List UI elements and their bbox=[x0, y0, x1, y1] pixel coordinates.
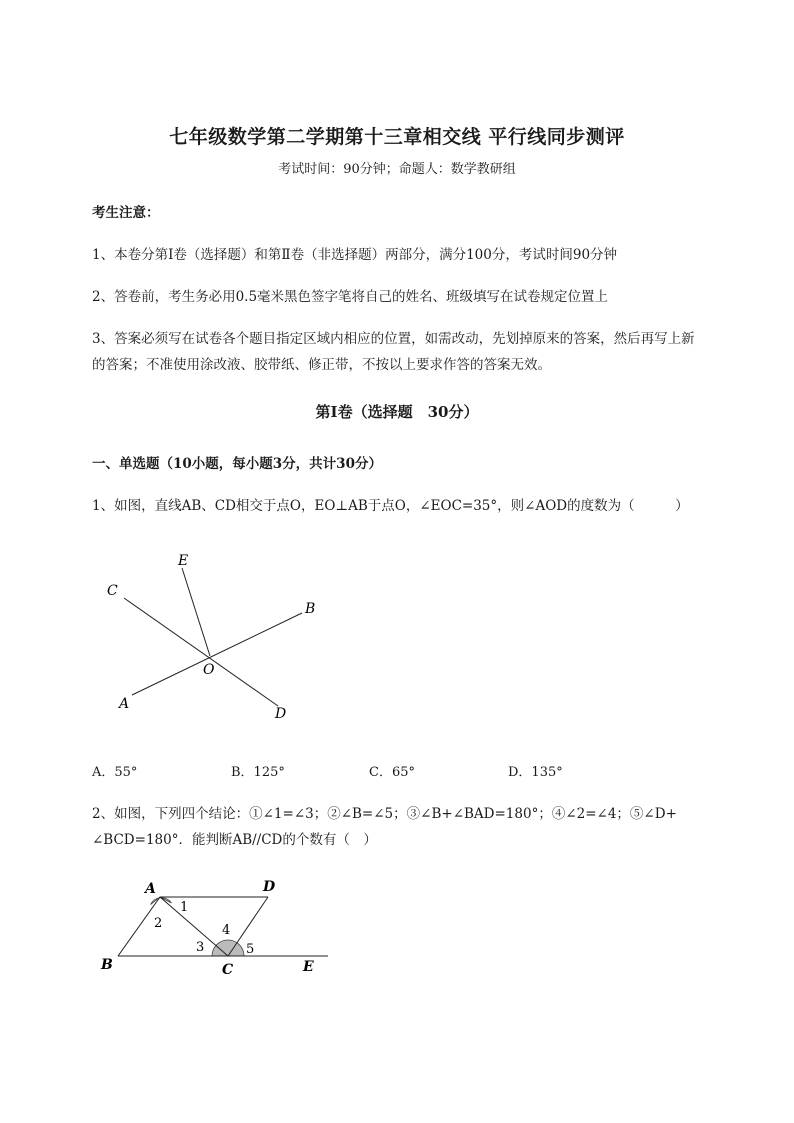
line-ab bbox=[132, 613, 302, 695]
notice-item-2: 2、答卷前，考生务必用0.5毫米黑色签字笔将自己的姓名、班级填写在试卷规定位置上 bbox=[92, 289, 609, 305]
label-c: C bbox=[222, 962, 234, 978]
label-d: D bbox=[275, 706, 287, 722]
angle-label-4: 4 bbox=[222, 923, 231, 938]
angle-label-2: 2 bbox=[154, 916, 163, 931]
ray-oe bbox=[182, 568, 210, 656]
question-2-line-2: ∠BCD=180°．能判断AB//CD的个数有（ ） bbox=[92, 832, 377, 848]
label-b: B bbox=[305, 601, 316, 617]
part-heading: 一、单选题（10小题，每小题3分，共计30分） bbox=[92, 456, 382, 472]
notice-item-3-line-2: 的答案；不准使用涂改液、胶带纸、修正带，不按以上要求作答的答案无效。 bbox=[92, 357, 551, 373]
label-o: O bbox=[203, 662, 215, 678]
choice-b: B．125° bbox=[231, 765, 285, 780]
label-e: E bbox=[303, 959, 314, 975]
label-c: C bbox=[107, 583, 118, 599]
section-title: 第I卷（选择题 30分） bbox=[315, 403, 479, 421]
angle-label-1: 1 bbox=[180, 900, 189, 915]
page-title: 七年级数学第二学期第十三章相交线 平行线同步测评 bbox=[169, 126, 625, 148]
label-a: A bbox=[119, 696, 130, 712]
label-e: E bbox=[178, 553, 189, 569]
question-1-figure bbox=[95, 540, 335, 730]
question-2-line-1: 2、如图，下列四个结论：①∠1=∠3；②∠B=∠5；③∠B+∠BAD=180°；④∠2=∠4；⑤∠D+ bbox=[92, 806, 677, 822]
choice-d: D．135° bbox=[508, 765, 563, 780]
exam-info: 考试时间：90分钟；命题人：数学教研组 bbox=[278, 162, 516, 177]
segment-ac bbox=[160, 897, 231, 956]
angle-c-arc bbox=[212, 940, 244, 956]
notice-item-1: 1、本卷分第I卷（选择题）和第Ⅱ卷（非选择题）两部分，满分100分，考试时间90分钟 bbox=[92, 247, 618, 263]
label-d: D bbox=[263, 879, 276, 895]
choice-c: C．65° bbox=[369, 765, 415, 780]
question-2-figure bbox=[95, 870, 335, 980]
angle-label-5: 5 bbox=[246, 942, 255, 957]
angle-label-3: 3 bbox=[196, 940, 205, 955]
notice-item-3-line-1: 3、答案必须写在试卷各个题目指定区域内相应的位置，如需改动，先划掉原来的答案，然后再写上新 bbox=[92, 331, 695, 347]
label-a: A bbox=[145, 881, 156, 897]
notice-heading: 考生注意： bbox=[92, 205, 160, 221]
label-b: B bbox=[101, 957, 113, 973]
question-1-text: 1、如图，直线AB、CD相交于点O，EO⊥AB于点O，∠EOC=35°，则∠AOD的度数为（ ） bbox=[92, 498, 689, 514]
choice-a: A．55° bbox=[92, 765, 138, 780]
line-cd bbox=[124, 598, 278, 706]
